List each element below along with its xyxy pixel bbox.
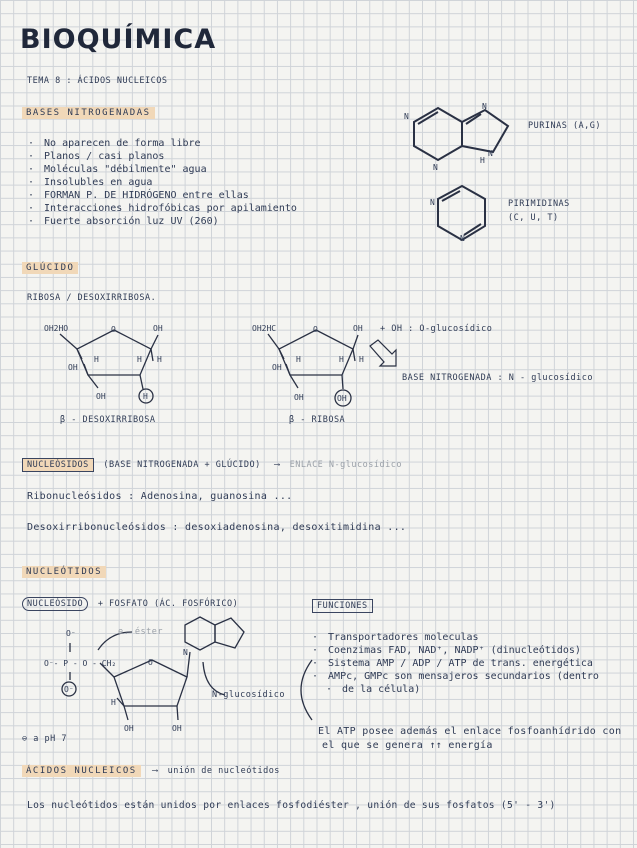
desoxi-h3: H (137, 355, 142, 364)
purine-n3: N (433, 163, 438, 172)
nucleosidos-label: NUCLEÓSIDOS (22, 458, 94, 472)
ring-oh1: OH (124, 724, 134, 733)
plus-fosfato: + FOSFATO (ÁC. FOSFÓRICO) (97, 599, 239, 609)
acidos-heading: ÁCIDOS NUCLEICOS (22, 765, 141, 777)
n-glucosidico-note: BASE NITROGENADA : N - glucosídico (402, 373, 593, 383)
list-item: · Sistema AMP / ADP / ATP de trans. energética (312, 657, 599, 670)
desoxi-oh-bottom: OH (96, 392, 106, 401)
desoxirribosa-caption: β - DESOXIRRIBOSA (60, 415, 156, 425)
desoxi-h-circle: H (143, 392, 148, 401)
list-item: · Moléculas "débilmente" agua (28, 163, 297, 176)
nucleosido-label: NUCLEÓSIDO (22, 597, 88, 611)
desoxirribonucleosidos-line: Desoxirribonucleósidos : desoxiadenosina, desoxitimidina ... (27, 522, 407, 533)
list-item: · Fuerte absorción luz UV (260) (28, 215, 297, 228)
ribosa-caption: β - RIBOSA (289, 415, 346, 425)
bases-heading: BASES NITROGENADAS (22, 107, 155, 119)
ribosa-oh-top: OH (353, 324, 363, 333)
base-n: N (183, 648, 188, 657)
desoxi-oh-top: OH (153, 324, 163, 333)
funciones-heading: FUNCIONES (312, 599, 373, 613)
ester-bond-label: e. éster (118, 627, 163, 637)
desoxi-ch2oh: OH2HO (44, 324, 69, 333)
funciones-list (312, 631, 599, 696)
nucleotidos-heading: NUCLEÓTIDOS (22, 566, 106, 578)
pyrimidine-n1: N (430, 198, 435, 207)
list-item: · Interacciones hidrofóbicas por apilamiento (28, 202, 297, 215)
purine-h9: H (480, 156, 485, 165)
list-item: · Planos / casi planos (28, 150, 297, 163)
pirimidinas-members: (C, U, T) (508, 213, 559, 223)
list-item: · Insolubles en agua (28, 176, 297, 189)
pirimidinas-label: PIRIMIDINAS (508, 199, 570, 209)
ribosa-oh-bottom: OH (294, 393, 304, 402)
nucleosidos-def: (BASE NITROGENADA + GLÚCIDO) (103, 460, 261, 470)
purine-n1: N (404, 112, 409, 121)
ribosa-h1: H (296, 355, 301, 364)
phosphate-o-top: O⁻ (66, 629, 76, 638)
list-item: · No aparecen de forma libre (28, 137, 297, 150)
desoxi-h2: H (157, 355, 162, 364)
desoxi-oh-left: OH (68, 363, 78, 372)
ribosa-h2: H (359, 355, 364, 364)
list-item: · FORMAN P. DE HIDRÓGENO entre ellas (28, 189, 297, 202)
arrow-right-icon: ⟶ (274, 460, 280, 470)
ring-o: O (148, 658, 153, 667)
nucleotide-bonds (62, 617, 312, 720)
phosphate-line: O⁻- P - O - CH₂ (44, 659, 117, 668)
purine-n9: N (488, 149, 493, 158)
purine-n7: N (482, 102, 487, 111)
nucleosidos-enlace: ENLACE N-glucosídico (289, 460, 402, 470)
ribosa-o: O (313, 325, 318, 334)
purinas-label: PURINAS (A,G) (528, 121, 602, 131)
acidos-line (22, 766, 280, 776)
ph7-note: ⊖ a pH 7 (22, 734, 67, 744)
pyrimidine-n3: N (460, 234, 465, 243)
ribonucleosidos-line: Ribonucleósidos : Adenosina, guanosina ... (27, 491, 293, 502)
ribosa-oh-circle: OH (337, 394, 347, 403)
glucido-heading: GLÚCIDO (22, 262, 78, 274)
o-glucosidico-note: + OH : O-glucosídico (380, 324, 493, 334)
ribosa-h3: H (339, 355, 344, 364)
list-item: · de la célula) (312, 683, 599, 696)
ribosa-oh-left: OH (272, 363, 282, 372)
ring-h: H (111, 698, 116, 707)
desoxi-h1: H (94, 355, 99, 364)
atp-note-2: el que se genera ↑↑ energía (322, 740, 493, 751)
list-item: · Coenzimas FAD, NAD⁺, NADP⁺ (dinucleótidos) (312, 644, 599, 657)
glucido-subheading: RIBOSA / DESOXIRRIBOSA. (27, 293, 157, 303)
acidos-union: unión de nucleótidos (167, 766, 280, 776)
list-item: · Transportadores moleculas (312, 631, 599, 644)
ribosa-ch2oh: OH2HC (252, 324, 277, 333)
acidos-desc: Los nucleótidos están unidos por enlaces fosfodiéster , unión de sus fosfatos (5' - 3') (27, 800, 556, 811)
phosphate-o-circle: O⁻ (64, 685, 74, 694)
page-title: BIOQUÍMICA (20, 24, 217, 55)
list-item: · AMPc, GMPc son mensajeros secundarios (dentro (312, 670, 599, 683)
n-glucosidico-bond-label: N-glucosídico (212, 690, 286, 700)
page-subtitle: TEMA 8 : ÁCIDOS NUCLEICOS (27, 76, 168, 86)
arrow-right-icon: ⟶ (152, 766, 158, 776)
desoxi-o: O (111, 325, 116, 334)
atp-note-1: El ATP posee además el enlace fosfoanhídrido con (318, 726, 622, 737)
ring-oh2: OH (172, 724, 182, 733)
